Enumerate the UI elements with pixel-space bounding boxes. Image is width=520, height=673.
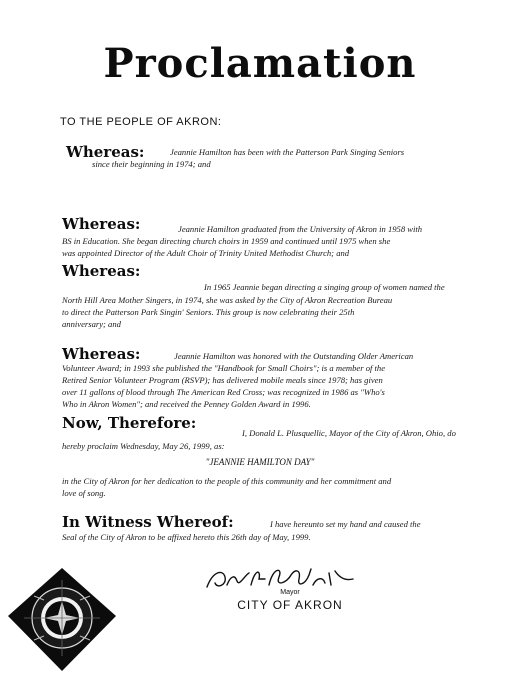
- signature-title: Mayor: [280, 589, 300, 596]
- witness-line-1: I have hereunto set my hand and caused the: [270, 519, 421, 529]
- clause-3-line-2: North Hill Area Mother Singers, in 1974, she was asked by the City of Akron Recreation Bureau: [62, 295, 393, 305]
- therefore-line-1: I, Donald L. Plusquellic, Mayor of the City of Akron, Ohio, do: [242, 428, 456, 438]
- clause-3-line-4: anniversary; and: [62, 319, 121, 329]
- whereas-heading-2: Whereas:: [62, 215, 141, 233]
- whereas-heading-1: Whereas:: [66, 143, 145, 161]
- clause-4-line-3: Retired Senior Volunteer Program (RSVP); has delivered mobile meals since 1978; has given: [62, 375, 383, 385]
- clause-3-line-1: In 1965 Jeannie began directing a singing group of women named the: [204, 282, 445, 292]
- witness-heading: In Witness Whereof:: [62, 513, 234, 531]
- clause-1-line-1: Jeannie Hamilton has been with the Patterson Park Singing Seniors: [170, 147, 405, 157]
- clause-2-line-3: was appointed Director of the Adult Choir of Trinity United Methodist Church; and: [62, 248, 350, 258]
- clause-1-line-2: since their beginning in 1974; and: [92, 159, 211, 169]
- clause-4-line-2: Volunteer Award; in 1993 she published the "Handbook for Small Choirs"; is a member of the: [62, 363, 386, 373]
- addressee-line: TO THE PEOPLE OF AKRON:: [60, 116, 222, 128]
- clause-4-line-1: Jeannie Hamilton was honored with the Outstanding Older American: [174, 351, 414, 361]
- city-name: CITY OF AKRON: [237, 598, 343, 612]
- clause-2-line-1: Jeannie Hamilton graduated from the University of Akron in 1958 with: [178, 224, 423, 234]
- city-seal-emblem: [6, 566, 118, 673]
- therefore-line-2: hereby proclaim Wednesday, May 26, 1999, as:: [62, 441, 225, 451]
- whereas-heading-4: Whereas:: [62, 345, 141, 363]
- therefore-closing-1: in the City of Akron for her dedication to the people of this community and her commitment and: [62, 476, 392, 486]
- clause-2-line-2: BS in Education. She began directing church choirs in 1959 and continued until 1975 when she: [62, 236, 391, 246]
- witness-line-2: Seal of the City of Akron to be affixed hereto this 26th day of May, 1999.: [62, 532, 311, 542]
- whereas-heading-3: Whereas:: [62, 262, 141, 280]
- therefore-heading: Now, Therefore:: [62, 414, 197, 432]
- clause-4-line-4: over 11 gallons of blood through The American Red Cross; was recognized in 1986 as "Who's: [62, 387, 385, 397]
- page-title: Proclamation: [103, 40, 417, 87]
- therefore-closing-2: love of song.: [62, 488, 106, 498]
- clause-4-line-5: Who in Akron Women"; and received the Penney Golden Award in 1996.: [62, 399, 311, 409]
- clause-3-line-3: to direct the Patterson Park Singin' Seniors. This group is now celebrating their 25th: [62, 307, 355, 317]
- proclaimed-day: "JEANNIE HAMILTON DAY": [205, 457, 315, 467]
